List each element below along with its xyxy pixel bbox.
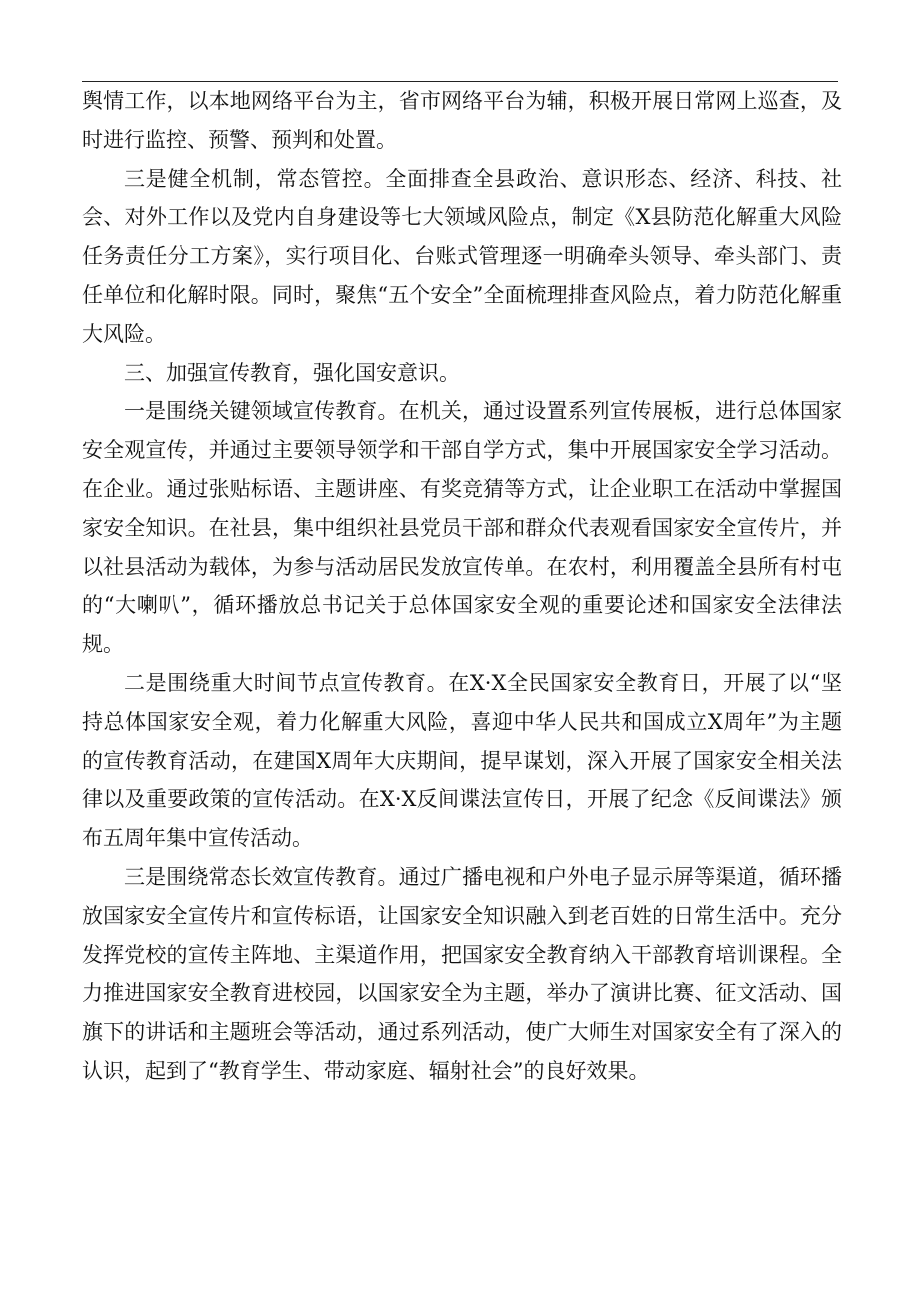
paragraph-6: 三是围绕常态长效宣传教育。通过广播电视和户外电子显示屏等渠道，循环播放国家安全宣传片和宣传标语，让国家安全知识融入到老百姓的日常生活中。充分发挥党校的宣传主阵地、主渠道作用，把国家安全教育纳入干部教育培训课程。全力推进国家安全教育进校园，以国家安全为主题，举办了演讲比赛、征文活动、国旗下的讲话和主题班会等活动，通过系列活动，使广大师生对国家安全有了深入的认识，起到了“教育学生、带动家庭、辐射社会”的良好效果。 xyxy=(82,864,842,1083)
document-body xyxy=(82,82,842,1091)
paragraph-5: 二是围绕重大时间节点宣传教育。在X·X全民国家安全教育日，开展了以“坚持总体国家安全观，着力化解重大风险，喜迎中华人民共和国成立X周年”为主题的宣传教育活动，在建国X周年大庆期间，提早谋划，深入开展了国家安全相关法律以及重要政策的宣传活动。在X·X反间谍法宣传日，开展了纪念《反间谍法》颁布五周年集中宣传活动。 xyxy=(82,670,842,851)
paragraph-1: 舆情工作，以本地网络平台为主，省市网络平台为辅，积极开展日常网上巡查，及时进行监控、预警、预判和处置。 xyxy=(82,89,842,152)
paragraph-4: 一是围绕关键领域宣传教育。在机关，通过设置系列宣传展板，进行总体国家安全观宣传，并通过主要领导领学和干部自学方式，集中开展国家安全学习活动。在企业。通过张贴标语、主题讲座、有奖竞猜等方式，让企业职工在活动中掌握国家安全知识。在社县，集中组织社县党员干部和群众代表观看国家安全宣传片，并以社县活动为载体，为参与活动居民发放宣传单。在农村，利用覆盖全县所有村屯的“大喇叭”，循环播放总书记关于总体国家安全观的重要论述和国家安全法律法规。 xyxy=(82,399,842,657)
section-heading: 三、加强宣传教育，强化国安意识。 xyxy=(124,360,460,385)
paragraph-2: 三是健全机制，常态管控。全面排查全县政治、意识形态、经济、科技、社会、对外工作以及党内自身建设等七大领域风险点，制定《X县防范化解重大风险任务责任分工方案》，实行项目化、台账式管理逐一明确牵头领导、牵头部门、责任单位和化解时限。同时，聚焦“五个安全”全面梳理排查风险点，着力防范化解重大风险。 xyxy=(82,166,842,346)
